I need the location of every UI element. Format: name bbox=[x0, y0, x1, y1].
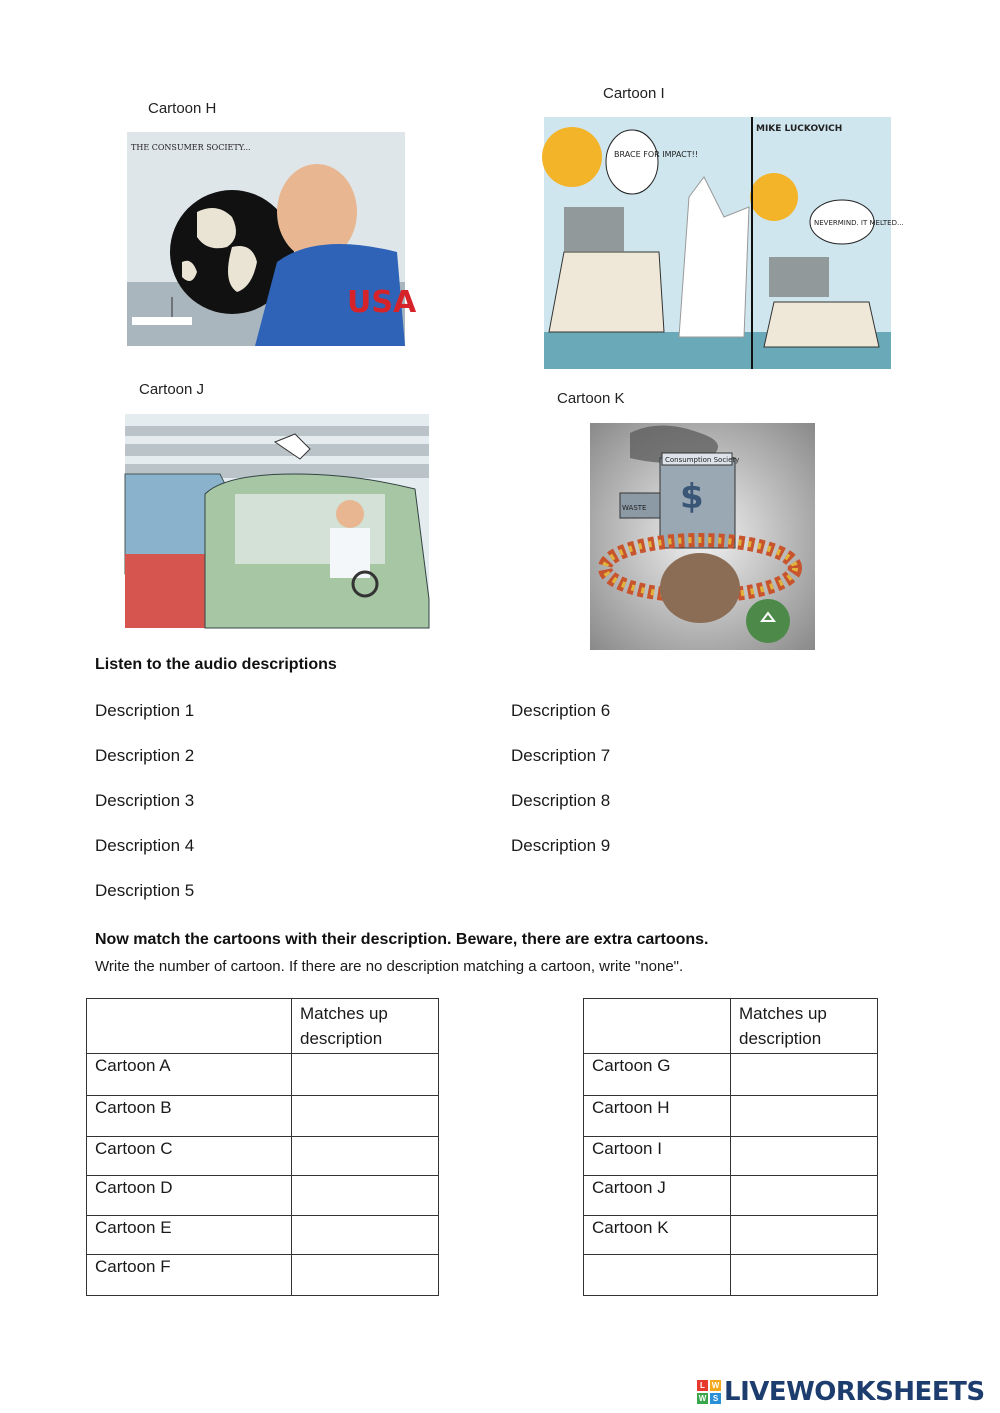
header-empty-cell bbox=[584, 999, 731, 1054]
answer-cell-k[interactable] bbox=[731, 1216, 878, 1255]
row-label: Cartoon B bbox=[87, 1096, 292, 1137]
answer-cell-h[interactable] bbox=[731, 1096, 878, 1137]
cartoon-i-image bbox=[544, 117, 904, 369]
answer-cell-b[interactable] bbox=[292, 1096, 439, 1137]
match-table-right bbox=[583, 998, 878, 1296]
liveworksheets-logo[interactable] bbox=[697, 1377, 985, 1407]
cartoon-j-image bbox=[125, 414, 429, 628]
match-instruction: Write the number of cartoon. If there are no description matching a cartoon, write "none". bbox=[95, 958, 684, 975]
description-7: Description 7 bbox=[511, 746, 611, 765]
header-empty-cell bbox=[87, 999, 292, 1054]
row-label: Cartoon H bbox=[584, 1096, 731, 1137]
row-label: Cartoon A bbox=[87, 1054, 292, 1096]
row-label-empty bbox=[584, 1255, 731, 1296]
description-1: Description 1 bbox=[95, 701, 195, 720]
cartoon-k-caption: Cartoon K bbox=[557, 390, 625, 407]
logo-squares-icon bbox=[697, 1380, 721, 1404]
description-5: Description 5 bbox=[95, 881, 195, 900]
cartoon-h-image bbox=[127, 132, 417, 346]
description-4: Description 4 bbox=[95, 836, 195, 855]
cartoon-k-building-sign: Consumption Society bbox=[665, 456, 740, 464]
answer-cell-d[interactable] bbox=[292, 1176, 439, 1216]
row-label: Cartoon I bbox=[584, 1137, 731, 1176]
cartoon-i-bubble-2: NEVERMIND. IT MELTED... bbox=[814, 219, 904, 227]
logo-text: LIVEWORKSHEETS bbox=[724, 1377, 985, 1407]
listen-heading: Listen to the audio descriptions bbox=[95, 656, 337, 673]
cartoon-h-shirt-text: USA bbox=[347, 285, 417, 320]
row-label: Cartoon E bbox=[87, 1216, 292, 1255]
header-matches: Matches up description bbox=[731, 999, 878, 1054]
description-6: Description 6 bbox=[511, 701, 611, 720]
row-label: Cartoon C bbox=[87, 1137, 292, 1176]
header-matches: Matches up description bbox=[292, 999, 439, 1054]
row-label: Cartoon G bbox=[584, 1054, 731, 1096]
answer-cell-c[interactable] bbox=[292, 1137, 439, 1176]
answer-cell-f[interactable] bbox=[292, 1255, 439, 1296]
answer-cell-extra[interactable] bbox=[731, 1255, 878, 1296]
logo-square: W bbox=[711, 1381, 720, 1390]
cartoon-i-bubble-1: BRACE FOR IMPACT!! bbox=[614, 150, 699, 159]
match-table-left bbox=[86, 998, 439, 1296]
answer-cell-j[interactable] bbox=[731, 1176, 878, 1216]
row-label: Cartoon K bbox=[584, 1216, 731, 1255]
answer-cell-e[interactable] bbox=[292, 1216, 439, 1255]
answer-cell-i[interactable] bbox=[731, 1137, 878, 1176]
description-8: Description 8 bbox=[511, 791, 611, 810]
cartoon-k-pipe-label: WASTE bbox=[622, 504, 647, 512]
answer-cell-g[interactable] bbox=[731, 1054, 878, 1096]
row-label: Cartoon D bbox=[87, 1176, 292, 1216]
cartoon-h-sign: THE CONSUMER SOCIETY... bbox=[131, 143, 251, 152]
cartoon-i-artist: MIKE LUCKOVICH bbox=[756, 124, 843, 134]
match-heading: Now match the cartoons with their description. Beware, there are extra cartoons. bbox=[95, 931, 709, 948]
cartoon-h-caption: Cartoon H bbox=[148, 100, 217, 117]
description-3: Description 3 bbox=[95, 791, 195, 810]
cartoon-k-image bbox=[590, 423, 815, 650]
logo-square: L bbox=[697, 1380, 708, 1391]
description-9: Description 9 bbox=[511, 836, 611, 855]
answer-cell-a[interactable] bbox=[292, 1054, 439, 1096]
cartoon-i-caption: Cartoon I bbox=[603, 85, 665, 102]
cartoon-j-caption: Cartoon J bbox=[139, 381, 205, 398]
logo-square: S bbox=[710, 1393, 721, 1404]
row-label: Cartoon F bbox=[87, 1255, 292, 1296]
row-label: Cartoon J bbox=[584, 1176, 731, 1216]
logo-square: W bbox=[698, 1394, 707, 1403]
description-2: Description 2 bbox=[95, 746, 195, 765]
cartoon-k-dollar: $ bbox=[680, 477, 704, 517]
